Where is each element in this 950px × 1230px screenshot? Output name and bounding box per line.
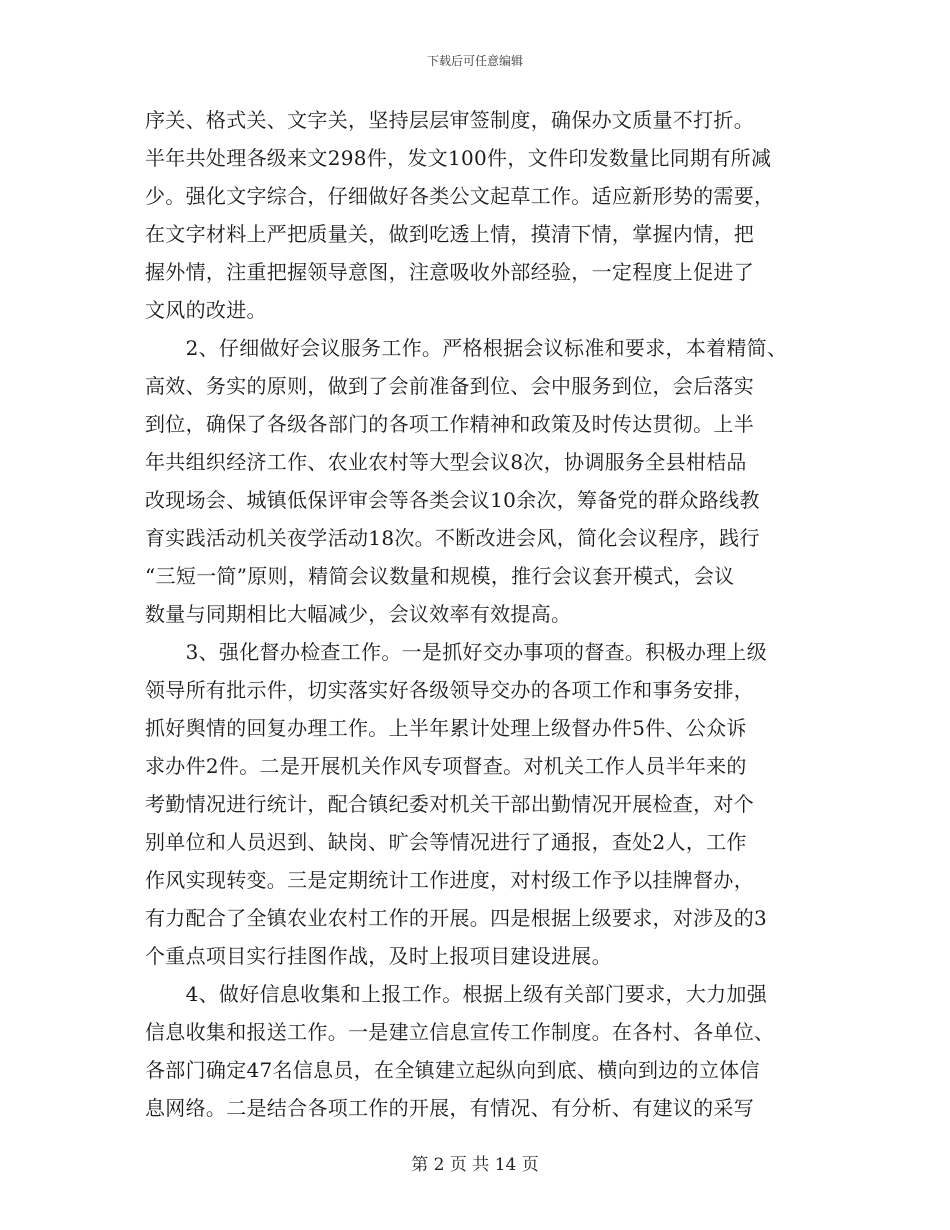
text-line: 文风的改进。: [145, 298, 267, 322]
text-line: 高效、务实的原则，做到了会前准备到位、会中服务到位，会后落实: [145, 374, 754, 398]
text-line: 个重点项目实行挂图作战，及时上报项目建设进展。: [145, 944, 612, 968]
text-line: 别单位和人员迟到、缺岗、旷会等情况进行了通报，查处2人，工作: [145, 830, 747, 854]
text-line: 作风实现转变。三是定期统计工作进度，对村级工作予以挂牌督办，: [145, 868, 754, 892]
text-line: 数量与同期相比大幅减少，会议效率有效提高。: [145, 602, 572, 626]
text-line: 求办件2件。二是开展机关作风专项督查。对机关工作人员半年来的: [145, 754, 747, 778]
text-line: 在文字材料上严把质量关，做到吃透上情，摸清下情，掌握内情，把: [145, 222, 754, 246]
text-line: 少。强化文字综合，仔细做好各类公文起草工作。适应新形势的需要，: [145, 184, 775, 208]
text-line: 改现场会、城镇低保评审会等各类会议10余次，筹备党的群众路线教: [145, 488, 760, 512]
text-line: 各部门确定47名信息员，在全镇建立起纵向到底、横向到边的立体信: [145, 1058, 760, 1082]
page-header-note: 下载后可任意编辑: [426, 54, 523, 68]
text-line: 息网络。二是结合各项工作的开展，有情况、有分析、有建议的采写: [145, 1096, 754, 1120]
text-line: 育实践活动机关夜学活动18次。不断改进会风，简化会议程序，践行: [145, 526, 760, 550]
text-line: 2、仔细做好会议服务工作。严格根据会议标准和要求，本着精简、: [145, 336, 788, 360]
text-line: 年共组织经济工作、农业农村等大型会议8次，协调服务全县柑桔品: [145, 450, 747, 474]
document-body: [145, 101, 825, 1127]
text-line: 有力配合了全镇农业农村工作的开展。四是根据上级要求，对涉及的3: [145, 906, 768, 930]
text-line: 领导所有批示件，切实落实好各级领导交办的各项工作和事务安排，: [145, 678, 754, 702]
text-line: 序关、格式关、文字关，坚持层层审签制度，确保办文质量不打折。: [145, 108, 754, 132]
text-line: 考勤情况进行统计，配合镇纪委对机关干部出勤情况开展检查，对个: [145, 792, 754, 816]
text-line: “三短一简”原则，精简会议数量和规模，推行会议套开模式，会议: [145, 564, 735, 588]
text-line: 信息收集和报送工作。一是建立信息宣传工作制度。在各村、各单位、: [145, 1020, 775, 1044]
text-line: 抓好舆情的回复办理工作。上半年累计处理上级督办件5件、公众诉: [145, 716, 747, 740]
text-line: 3、强化督办检查工作。一是抓好交办事项的督查。积极办理上级: [145, 640, 768, 664]
page-number-footer: 第 2 页 共 14 页: [411, 1155, 539, 1175]
text-line: 半年共处理各级来文298件，发文100件，文件印发数量比同期有所减: [145, 146, 772, 170]
text-line: 到位，确保了各级各部门的各项工作精神和政策及时传达贯彻。上半: [145, 412, 754, 436]
text-line: 4、做好信息收集和上报工作。根据上级有关部门要求，大力加强: [145, 982, 768, 1006]
text-line: 握外情，注重把握领导意图，注意吸收外部经验，一定程度上促进了: [145, 260, 754, 284]
